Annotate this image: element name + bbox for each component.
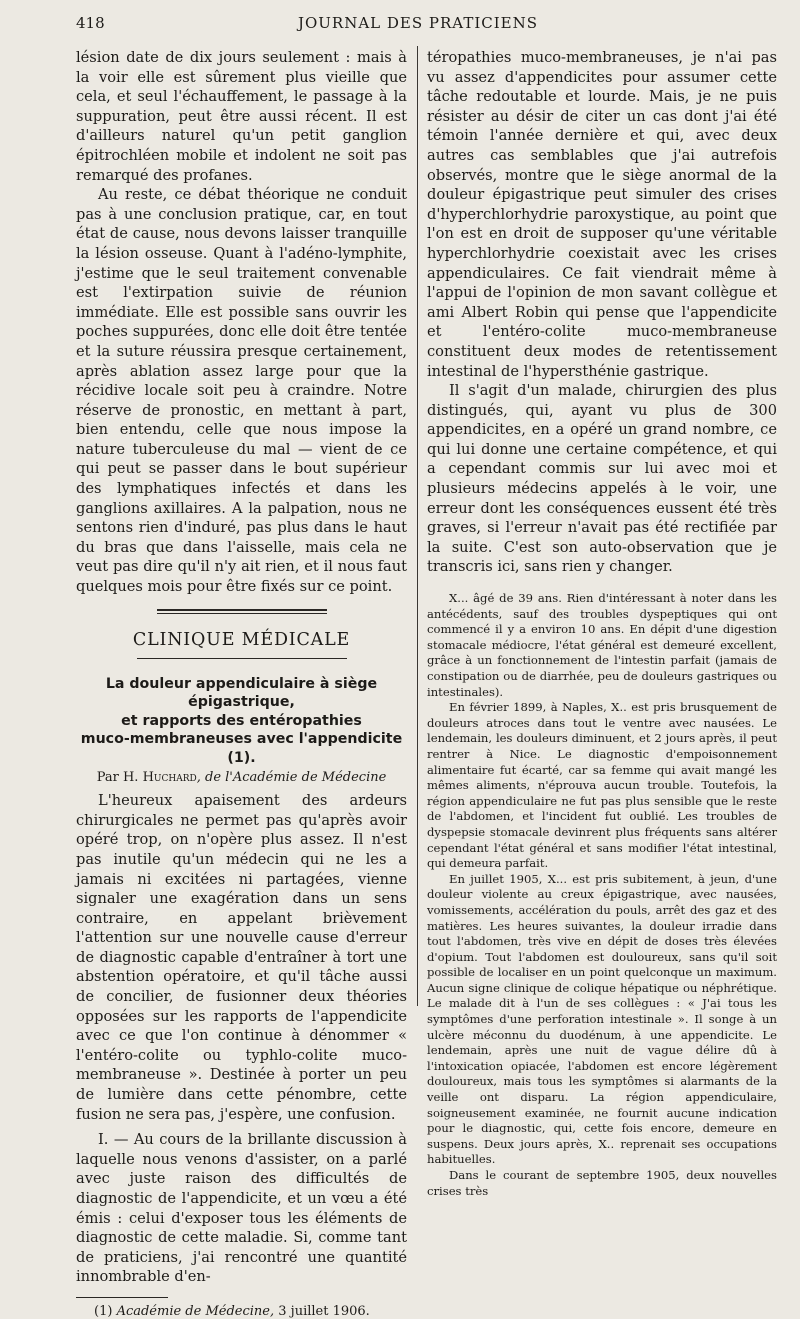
footnote-marker: (1)	[94, 1303, 113, 1319]
article-title-line: muco-membraneuses avec l'appendicite (1).	[80, 731, 403, 766]
paragraph: I. — Au cours de la brillante discussion à laquelle nous venons d'assister, on a parlé avec juste raison des difficultés de diagnostic de l'appendicite, et un vœu a été émis : celui d'exposer tous les éléments de diagnostic de cette maladie. Si, comme tant de praticiens, j'ai rencontré une quantité innombrable d'en-	[76, 1131, 407, 1286]
paragraph: lésion date de dix jours seulement : mais à la voir elle est sûrement plus vieille que cela, et seul l'échauffement, le passage à la suppuration, peut être aussi récent. Il est d'ailleurs naturel qu'un petit ganglion épitrochléen mobile et indolent ne soit pas remarqué des profanes.	[76, 49, 407, 184]
article-title	[76, 675, 407, 768]
paragraph: L'heureux apaisement des ardeurs chirurgicales ne permet pas qu'après avoir opéré trop, on n'opère plus assez. Il n'est pas inutile qu'un médecin qui ne les a jamais ni excitées ni partagées, vienne signaler une exagération dans un sens contraire, en appelant brièvement l'attention sur une nouvelle cause d'erreur de diagnostic capable d'entraîner à tort une abstention opératoire, et qu'il tâche aussi de concilier, de fusionner deux théories opposées sur les rapports de l'appendicite avec ce que l'on continue à dénommer « l'entéro-colite ou typhlo-colite muco-membraneuse ». Destinée à porter un peu de lumière dans cette pénombre, cette fusion ne sera pas, j'espère, une confusion.	[76, 792, 407, 1123]
byline-affiliation: , de l'Académie de Médecine	[196, 770, 387, 786]
paragraph: Il s'agit d'un malade, chirurgien des plus distingués, qui, ayant vu plus de 300 appendicites, en a opéré un grand nombre, ce qui lui donne une certaine compétence, et qui a cependant commis sur lui avec moi et plusieurs médecins appelés à le voir, une erreur dont les conséquences eussent été très graves, si l'erreur n'avait pas été rectifiée par la suite. C'est son auto-observation que je transcris ici, sans rien y changer.	[427, 382, 777, 576]
byline-prefix: Par H.	[96, 770, 139, 786]
journal-title: JOURNAL DES PRATICIENS	[297, 14, 539, 32]
footnote-date: 3 juillet 1906.	[278, 1303, 370, 1319]
footnote	[76, 1304, 407, 1319]
article-title-line: La douleur appendiculaire à siège épigastrique,	[105, 675, 378, 711]
observation-paragraph: En février 1899, à Naples, X.. est pris brusquement de douleurs atroces dans tout le ventre avec nausées. Le lendemain, les douleurs diminuent, et 2 jours après, il peut rentrer à Nice. Le diagnostic d'empoisonnement alimentaire fut écarté, car sa femme qui avait mangé les mêmes aliments, n'éprouva aucun trouble. Toutefois, la région appendiculaire ne fut pas plus sensible que le reste de l'abdomen, et l'incident fut oublié. Les troubles de dyspepsie stomacale devinrent plus fréquents sans altérer cependant l'état général et sans modifier l'état intestinal, qui demeura parfait.	[427, 700, 777, 871]
observation-paragraph: X... âgé de 39 ans. Rien d'intéressant à noter dans les antécédents, sauf des troubles dyspeptiques qui ont commencé il y a environ 10 ans. En dépit d'une digestion stomacale médiocre, l'état général est demeuré excellent, grâce à un fonctionnement de l'intestin parfait (jamais de constipation ou de diarrhée, peu de douleurs gastriques ou intestinales).	[427, 591, 777, 699]
observation-paragraph: Dans le courant de septembre 1905, deux nouvelles crises très	[427, 1168, 777, 1198]
byline	[76, 770, 407, 785]
observation-paragraph: En juillet 1905, X... est pris subitement, à jeun, d'une douleur violente au creux épigastrique, avec nausées, vomissements, accélération du pouls, arrêt des gaz et des matières. Les heures suivantes, la douleur irradie dans tout l'abdomen, très vive en dépit de doses très élevées d'opium. Tout l'abdomen est douloureux, sans qu'il soit possible de localiser en un point quelconque un maximum. Aucun signe clinique de colique hépatique ou néphrétique. Le malade dit à l'un de ses collègues : « J'ai tous les symptômes d'une perforation intestinale ». Il songe à un ulcère méconnu du duodénum, à une appendicite. Le lendemain, après une nuit de vague délire dû à l'intoxication opiacée, l'abdomen est encore légèrement douloureux, mais tous les symptômes si alarmants de la veille ont disparu. La région appendiculaire, soigneusement examinée, ne fournit aucune indication pour le diagnostic, qui, cette fois encore, demeure en suspens. Deux jours après, X.. reprenait ses occupations habituelles.	[427, 871, 777, 1167]
byline-author: Huchard	[142, 770, 197, 786]
observation-block	[427, 591, 777, 1199]
right-column-body	[427, 48, 777, 577]
section-title-rule	[137, 658, 347, 659]
footnote-source: Académie de Médecine,	[116, 1303, 275, 1319]
footnote-rule	[76, 1297, 168, 1298]
paragraph: Au reste, ce débat théorique ne conduit pas à une conclusion pratique, car, en tout état de cause, nous devons laisser tranquille la lésion osseuse. Quant à l'adéno-lymphite, j'estime que le seul traitement convenable est l'extirpation suivie de réunion immédiate. Elle est possible sans ouvrir les poches suppurées, donc elle doit être tentée et la suture réussira presque certainement, après ablation assez large pour que la récidive locale soit peu à craindre. Notre réserve de pronostic, en mettant à part, bien entendu, celle que nous impose la nature tuberculeuse du mal — vient de ce qui peut se passer dans le bout supérieur des lymphatiques infectés et dans les ganglions axillaires. A la palpation, nous ne sentons rien d'induré, pas plus dans le haut du bras que dans l'aisselle, mais cela ne veut pas dire qu'il n'y ait rien, et il nous faut quelques mois pour être fixés sur ce point.	[76, 186, 407, 596]
page-number: 418	[76, 14, 105, 32]
section-divider	[157, 609, 327, 614]
paragraph: téropathies muco-membraneuses, je n'ai pas vu assez d'appendicites pour assumer cette tâche redoutable et lourde. Mais, je ne puis résister au désir de citer un cas dont j'ai été témoin l'année dernière et qui, avec deux autres cas semblables que j'ai autrefois observés, montre que le siège anormal de la douleur épigastrique peut simuler des crises d'hyperchlorhydrie paroxystique, au point que l'on est en droit de supposer qu'une véritable hyperchlorhydrie coexistait avec les crises appendiculaires. Ce fait viendrait même à l'appui de l'opinion de mon savant collègue et ami Albert Robin qui pense que l'appendicite et l'entéro-colite muco-membraneuse constituent deux modes de retentissement intestinal de l'hypersthénie gastrique.	[427, 49, 777, 380]
article-title-line: et rapports des entéropathies	[121, 712, 362, 729]
column-divider	[417, 46, 418, 1006]
section-title: CLINIQUE MÉDICALE	[132, 629, 351, 650]
running-head	[76, 14, 760, 36]
right-column	[427, 48, 777, 1199]
left-column	[76, 48, 407, 1319]
